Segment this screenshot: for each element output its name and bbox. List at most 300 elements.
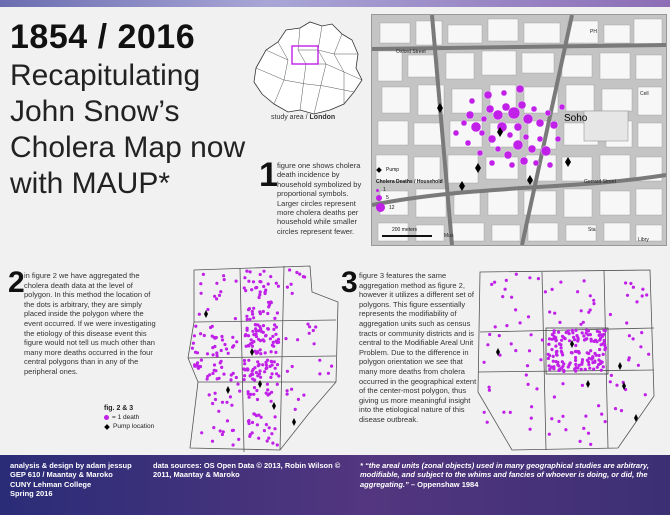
death-dot [252, 280, 255, 283]
death-dot [246, 368, 249, 371]
figure2-text: in figure 2 we have aggregated the cholera death data at the level of polygon. In this method the location of the dots is arbitrary, they are simply placed inside the polygon where the event occurred. If we were investigating the etiology of this disease event this figure would not tell us much other than many more deaths occurred in the four central polygons than in any of the peripheral ones. [24, 271, 156, 376]
death-dot [560, 346, 563, 349]
death-dot [211, 440, 214, 443]
death-dot [574, 329, 577, 332]
death-dot [557, 420, 560, 423]
study-area-caption: study area / London [271, 114, 336, 121]
death-dot [635, 300, 638, 303]
death-dot [284, 337, 287, 340]
death-dot [598, 334, 601, 337]
pump-icon [104, 424, 110, 430]
death-dot [264, 361, 267, 364]
death-dot [229, 395, 232, 398]
death-dot [243, 276, 246, 279]
death-dot [640, 331, 643, 334]
death-dot [245, 270, 248, 273]
death-dot [581, 384, 584, 387]
figure3-number: 3 [341, 266, 358, 299]
street-label-gerrard: Gerrard Street [584, 179, 616, 185]
death-dot [308, 332, 311, 335]
death-dot [235, 376, 238, 379]
death-dot [243, 359, 246, 362]
death-dot [488, 333, 491, 336]
death-dot [588, 367, 591, 370]
death-dot [276, 383, 279, 386]
death-dot [550, 417, 553, 420]
death-dot [269, 300, 272, 303]
death-dot [235, 280, 238, 283]
death-dot [226, 419, 229, 422]
death-dot [259, 352, 262, 355]
death-dot [232, 443, 235, 446]
death-dot [259, 348, 262, 351]
death-dot [486, 343, 489, 346]
death-dot [584, 368, 587, 371]
death-dot [256, 360, 259, 363]
death-dot [221, 401, 224, 404]
death-dot [573, 338, 576, 341]
legend-title: fig. 2 & 3 [104, 405, 134, 412]
death-dot [259, 290, 262, 293]
death-dot [632, 286, 635, 289]
death-dot [247, 359, 250, 362]
death-dot [564, 428, 567, 431]
top-accent-bar [0, 0, 670, 7]
death-dot [527, 383, 530, 386]
death-dot [597, 358, 600, 361]
death-dot [216, 377, 219, 380]
death-dot [515, 273, 518, 276]
death-dot [318, 359, 321, 362]
title-main: Recapitulating John Snow’s Cholera Map now with MAUP* [10, 59, 246, 200]
death-dot [252, 316, 255, 319]
death-dot [261, 363, 264, 366]
death-dot [276, 311, 279, 314]
death-dot [557, 331, 560, 334]
death-dot [510, 296, 513, 299]
death-dot [504, 288, 507, 291]
death-dot [265, 366, 268, 369]
death-dot [552, 367, 555, 370]
death-dot [596, 366, 599, 369]
death-dot [256, 398, 259, 401]
death-dot [530, 417, 533, 420]
death-dot [272, 345, 275, 348]
death-dot [214, 398, 217, 401]
death-dot [251, 310, 254, 313]
death-dot [274, 333, 277, 336]
death-dot [591, 361, 594, 364]
death-dot [593, 340, 596, 343]
death-dot [558, 342, 561, 345]
death-dot [554, 336, 557, 339]
death-dot [211, 335, 214, 338]
death-dot [582, 427, 585, 430]
death-dot [211, 325, 214, 328]
death-dot [645, 293, 648, 296]
death-dot [290, 283, 293, 286]
death-dot [600, 413, 603, 416]
death-dot [628, 334, 631, 337]
death-dot [539, 358, 542, 361]
scale-bar [382, 235, 432, 237]
death-dot [212, 426, 215, 429]
death-dot [230, 404, 233, 407]
death-dot [597, 404, 600, 407]
death-dot [211, 402, 214, 405]
death-dot [219, 361, 222, 364]
death-dot [514, 349, 517, 352]
death-dot [286, 389, 289, 392]
death-dot [575, 334, 578, 337]
death-dot [231, 336, 234, 339]
death-dot [236, 383, 239, 386]
death-dot [220, 349, 223, 352]
death-dot [587, 432, 590, 435]
death-dot [265, 423, 268, 426]
death-dot [275, 372, 278, 375]
figure2-number: 2 [8, 266, 25, 299]
death-dot [595, 340, 598, 343]
death-dot [199, 282, 202, 285]
death-dot [574, 344, 577, 347]
death-dot [598, 338, 601, 341]
death-dot [269, 275, 272, 278]
death-dot [238, 390, 241, 393]
death-dot [291, 292, 294, 295]
death-dot-icon [104, 415, 109, 420]
death-dot [528, 276, 531, 279]
death-dot [243, 374, 246, 377]
death-dot [600, 369, 603, 372]
death-dot [314, 325, 317, 328]
death-dot [206, 352, 209, 355]
death-dot [252, 393, 255, 396]
death-dot [237, 438, 240, 441]
figure1-text: figure one shows cholera death incidence by household symbolized by proportional symbols. Larger circles represent more cholera deaths per household while smaller circles represent fewer. [277, 161, 362, 236]
death-dot [246, 327, 249, 330]
death-dot [570, 351, 573, 354]
death-dot [275, 282, 278, 285]
death-dot [525, 373, 528, 376]
death-dot [575, 366, 578, 369]
death-dot [273, 360, 276, 363]
death-dot [288, 268, 291, 271]
death-dot [552, 355, 555, 358]
death-dot [268, 392, 271, 395]
death-dot [213, 369, 216, 372]
death-dot [529, 428, 532, 431]
death-dot [483, 411, 486, 414]
death-dot [274, 351, 277, 354]
death-dot [222, 373, 225, 376]
death-dot [227, 352, 230, 355]
death-dot [601, 342, 604, 345]
death-dot [488, 386, 491, 389]
death-dot [626, 294, 629, 297]
death-dot [247, 308, 250, 311]
death-dot [308, 325, 311, 328]
death-dot [526, 364, 529, 367]
death-dot [269, 376, 272, 379]
death-dot [229, 378, 232, 381]
death-dot [215, 351, 218, 354]
death-dot [306, 323, 309, 326]
death-dot [200, 359, 203, 362]
footer-credits: analysis & design by adam jessup GEP 610 / Maantay & Maroko CUNY Lehman College Spring 2016 [10, 461, 132, 499]
death-dot [211, 372, 214, 375]
death-dot [554, 345, 557, 348]
death-dot [614, 407, 617, 410]
death-dot [252, 307, 255, 310]
death-dot [591, 356, 594, 359]
death-dot [245, 315, 248, 318]
death-dot [486, 421, 489, 424]
death-dot [248, 422, 251, 425]
death-dot [637, 364, 640, 367]
death-dot [213, 295, 216, 298]
death-dot [206, 308, 209, 311]
death-dot [250, 338, 253, 341]
death-dot [217, 410, 220, 413]
death-dot [271, 442, 274, 445]
death-dot [505, 279, 508, 282]
death-dot [568, 339, 571, 342]
death-dot [592, 299, 595, 302]
death-dot [199, 332, 202, 335]
death-dot [582, 321, 585, 324]
death-dot [589, 333, 592, 336]
death-dot [244, 333, 247, 336]
legend-circle-large-icon [376, 203, 385, 212]
death-dot [214, 392, 217, 395]
death-dot [297, 398, 300, 401]
death-dot [561, 415, 564, 418]
death-dot [571, 329, 574, 332]
death-dot [266, 312, 269, 315]
death-dot [562, 370, 565, 373]
death-dot [302, 394, 305, 397]
death-dot [255, 389, 258, 392]
death-dot [273, 427, 276, 430]
death-dot [592, 368, 595, 371]
figure1-number: 1 [259, 156, 278, 194]
death-dot [243, 378, 246, 381]
figure1-map [371, 14, 667, 246]
death-dot [602, 365, 605, 368]
death-dot [557, 364, 560, 367]
death-dot [604, 420, 607, 423]
death-dot [258, 296, 261, 299]
legend-circle-small-icon [376, 189, 379, 192]
death-dot [215, 297, 218, 300]
death-dot [252, 412, 255, 415]
death-dot [313, 342, 316, 345]
death-dot [629, 282, 632, 285]
death-dot [286, 370, 289, 373]
death-dot [298, 273, 301, 276]
death-dot [208, 393, 211, 396]
death-dot [593, 352, 596, 355]
death-dot [276, 443, 279, 446]
death-dot [286, 393, 289, 396]
death-dot [589, 294, 592, 297]
title-years: 1854 / 2016 [10, 18, 196, 56]
death-dot [565, 331, 568, 334]
death-dot [583, 279, 586, 282]
soho-label: Soho [564, 113, 588, 124]
street-label-ph: PH [590, 29, 597, 35]
death-dot [235, 340, 238, 343]
death-dot [568, 363, 571, 366]
death-dot [620, 409, 623, 412]
death-dot [330, 365, 333, 368]
death-dot [259, 273, 262, 276]
death-dot [510, 342, 513, 345]
death-dot [259, 280, 262, 283]
death-dot [530, 405, 533, 408]
figure3-text: figure 3 features the same aggregation method as figure 2, however it utilizes a different set of polygons. This figure essentially represents the modifiability of aggregation units such as census tracts or community districts and is central to the Modifiable Areal Unit Problem. Due to the difference in polygon orientation we see that many more deaths from cholera occurred in the geographical extent of the center-most polygon, thus giving us more meaningful insight into the etiological nature of this disease outbreak. [359, 271, 477, 424]
death-dot [261, 338, 264, 341]
street-label-mus: Mus [444, 233, 454, 239]
death-dot [231, 346, 234, 349]
death-dot [264, 334, 267, 337]
figure2-map [160, 262, 340, 452]
death-dot [560, 350, 563, 353]
death-dot [264, 292, 267, 295]
death-dot [234, 317, 237, 320]
death-dot [552, 360, 555, 363]
street-label-cell: Cell [640, 91, 649, 97]
death-dot [272, 341, 275, 344]
death-dot [551, 288, 554, 291]
death-dot [276, 363, 279, 366]
death-dot [267, 437, 270, 440]
death-dot [644, 393, 647, 396]
death-dot [203, 334, 206, 337]
death-dot [262, 331, 265, 334]
death-dot [255, 352, 258, 355]
death-dot [509, 411, 512, 414]
death-dot [256, 374, 259, 377]
death-dot [559, 281, 562, 284]
death-dot [603, 339, 606, 342]
death-dot [247, 280, 250, 283]
death-dot [318, 372, 321, 375]
death-dot [581, 361, 584, 364]
death-dot [253, 378, 256, 381]
death-dot [266, 439, 269, 442]
death-dot [198, 313, 201, 316]
death-dot [223, 343, 226, 346]
death-dot [641, 288, 644, 291]
death-dot [574, 356, 577, 359]
death-dot [286, 286, 289, 289]
death-dot [544, 290, 547, 293]
death-dot [647, 353, 650, 356]
death-dot [272, 328, 275, 331]
death-dot [218, 294, 221, 297]
death-dot [553, 395, 556, 398]
death-dot [574, 359, 577, 362]
death-dot [212, 353, 215, 356]
death-dot [548, 368, 551, 371]
death-dot [243, 286, 246, 289]
figure3-pump-markers [496, 340, 638, 422]
death-dot [216, 354, 219, 357]
death-dot [225, 401, 228, 404]
death-dot [555, 354, 558, 357]
death-dot [220, 335, 223, 338]
death-dot [258, 369, 261, 372]
death-dot [584, 415, 587, 418]
figure2-pump-markers [204, 310, 296, 426]
death-dot [587, 361, 590, 364]
death-dot [223, 278, 226, 281]
death-dot [610, 374, 613, 377]
death-dot [197, 367, 200, 370]
death-dot [251, 313, 254, 316]
death-dot [273, 323, 276, 326]
death-dot [528, 349, 531, 352]
street-label-sta: Sta [588, 227, 596, 233]
death-dot [268, 426, 271, 429]
death-dot [535, 387, 538, 390]
death-dot [582, 334, 585, 337]
death-dot [562, 336, 565, 339]
figure1-legend: Pump Cholera Deaths / Household 1 5 12 [376, 167, 443, 211]
death-dot [498, 334, 501, 337]
death-dot [267, 328, 270, 331]
death-dot [270, 350, 273, 353]
death-dot [575, 350, 578, 353]
footer-sources: data sources: OS Open Data © 2013, Robin Wilson © 2011, Maantay & Maroko [153, 461, 341, 480]
death-dot [576, 339, 579, 342]
death-dot [483, 361, 486, 364]
death-dot [302, 275, 305, 278]
death-dot [602, 353, 605, 356]
death-dot [266, 383, 269, 386]
figure3-death-dots [483, 273, 651, 446]
death-dot [277, 341, 280, 344]
death-dot [255, 371, 258, 374]
death-dot [246, 318, 249, 321]
death-dot [581, 331, 584, 334]
death-dot [568, 332, 571, 335]
death-dot [257, 364, 260, 367]
death-dot [312, 329, 315, 332]
death-dot [561, 353, 564, 356]
death-dot [259, 376, 262, 379]
death-dot [194, 325, 197, 328]
death-dot [548, 433, 551, 436]
death-dot [514, 308, 517, 311]
death-dot [505, 324, 508, 327]
death-dot [494, 325, 497, 328]
death-dot [259, 312, 262, 315]
death-dot [632, 337, 635, 340]
death-dot [576, 290, 579, 293]
death-dot [202, 273, 205, 276]
death-dot [502, 411, 505, 414]
death-dot [262, 270, 265, 273]
death-dot [548, 343, 551, 346]
death-dot [252, 340, 255, 343]
death-dot [295, 271, 298, 274]
death-dot [213, 345, 216, 348]
death-dot [248, 396, 251, 399]
death-dot [560, 339, 563, 342]
